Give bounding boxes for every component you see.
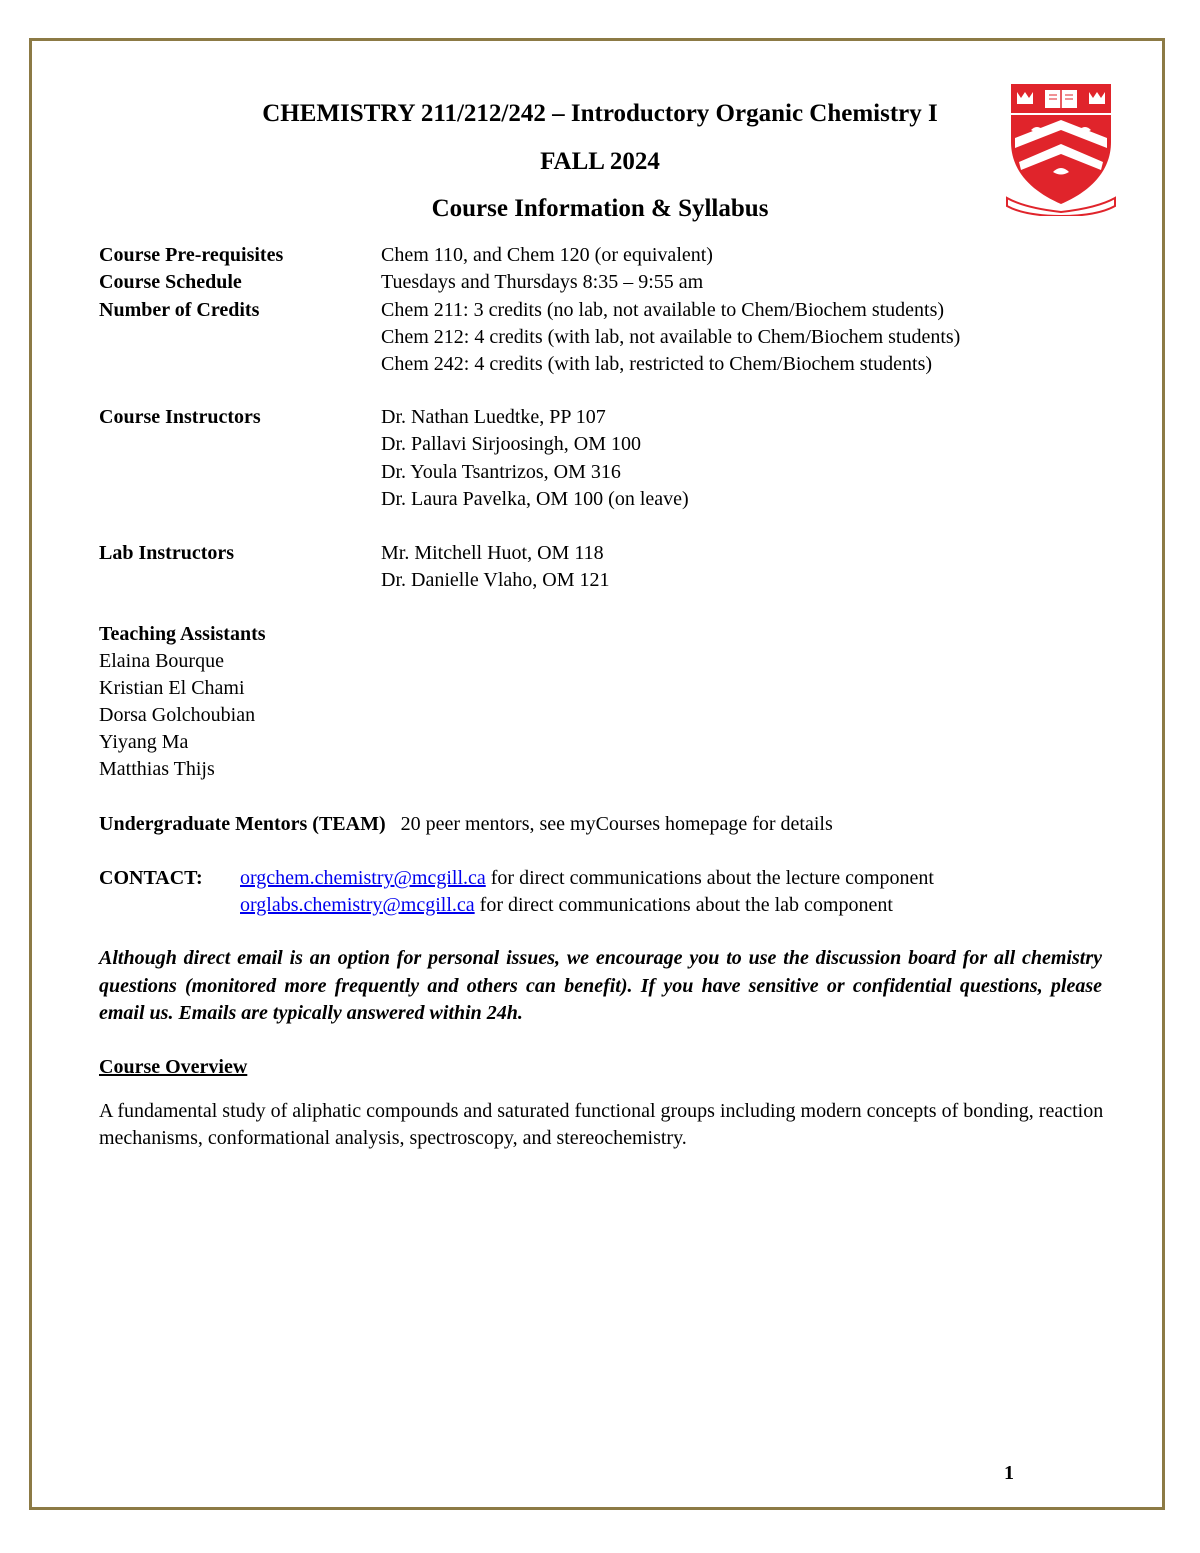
instructor-item: Dr. Pallavi Sirjoosingh, OM 100 xyxy=(381,433,642,455)
contact-line-1 xyxy=(240,865,934,892)
ta-item: Kristian El Chami xyxy=(99,677,245,699)
ta-item: Elaina Bourque xyxy=(99,650,224,672)
lecture-email-link[interactable]: orgchem.chemistry@mcgill.ca xyxy=(240,867,486,889)
lab-instructors-label: Lab Instructors xyxy=(99,542,235,564)
schedule-label: Course Schedule xyxy=(99,271,242,293)
contact-line-2 xyxy=(240,892,893,919)
course-term: FALL 2024 xyxy=(540,148,660,175)
credits-label: Number of Credits xyxy=(99,299,260,321)
course-title: CHEMISTRY 211/212/242 – Introductory Organic Chemistry I xyxy=(262,100,938,127)
credits-item: Chem 242: 4 credits (with lab, restricted to Chem/Biochem students) xyxy=(381,353,933,375)
instructor-item: Dr. Laura Pavelka, OM 100 (on leave) xyxy=(381,488,689,510)
mentors-line xyxy=(99,811,833,838)
university-crest-logo xyxy=(1005,80,1117,216)
instructor-item: Dr. Nathan Luedtke, PP 107 xyxy=(381,406,606,428)
mentors-label: Undergraduate Mentors (TEAM) xyxy=(99,813,386,835)
ta-item: Dorsa Golchoubian xyxy=(99,704,256,726)
credits-item: Chem 212: 4 credits (with lab, not available to Chem/Biochem students) xyxy=(381,326,961,348)
instructor-item: Dr. Youla Tsantrizos, OM 316 xyxy=(381,461,621,483)
contact-label: CONTACT: xyxy=(99,867,203,889)
prereq-value: Chem 110, and Chem 120 (or equivalent) xyxy=(381,244,713,266)
ta-label: Teaching Assistants xyxy=(99,623,266,645)
lecture-email-desc: for direct communications about the lecture component xyxy=(485,867,934,889)
credits-item: Chem 211: 3 credits (no lab, not available to Chem/Biochem students) xyxy=(381,299,945,321)
schedule-value: Tuesdays and Thursdays 8:35 – 9:55 am xyxy=(381,271,704,293)
lab-email-desc: for direct communications about the lab component xyxy=(474,894,893,916)
mentors-value: 20 peer mentors, see myCourses homepage for details xyxy=(400,813,833,835)
overview-text: A fundamental study of aliphatic compounds and saturated functional groups including modern concepts of bonding, reaction mechanisms, conformational analysis, spectroscopy, and stereochemistry. xyxy=(99,1100,1104,1149)
email-notice: Although direct email is an option for personal issues, we encourage you to use the discussion board for all chemistry questions (monitored more frequently and others can benefit). If you have sensitive or confidential questions, please email us. Emails are typically answered within 24h. xyxy=(99,947,1102,1024)
lab-email-link[interactable]: orglabs.chemistry@mcgill.ca xyxy=(240,894,475,916)
ta-item: Matthias Thijs xyxy=(99,758,215,780)
prereq-label: Course Pre-requisites xyxy=(99,244,284,266)
overview-heading: Course Overview xyxy=(99,1056,248,1078)
lab-instructor-item: Dr. Danielle Vlaho, OM 121 xyxy=(381,569,610,591)
lab-instructor-item: Mr. Mitchell Huot, OM 118 xyxy=(381,542,604,564)
page-number: 1 xyxy=(1004,1462,1014,1484)
page-subtitle: Course Information & Syllabus xyxy=(431,195,769,222)
instructors-label: Course Instructors xyxy=(99,406,261,428)
ta-item: Yiyang Ma xyxy=(99,731,189,753)
